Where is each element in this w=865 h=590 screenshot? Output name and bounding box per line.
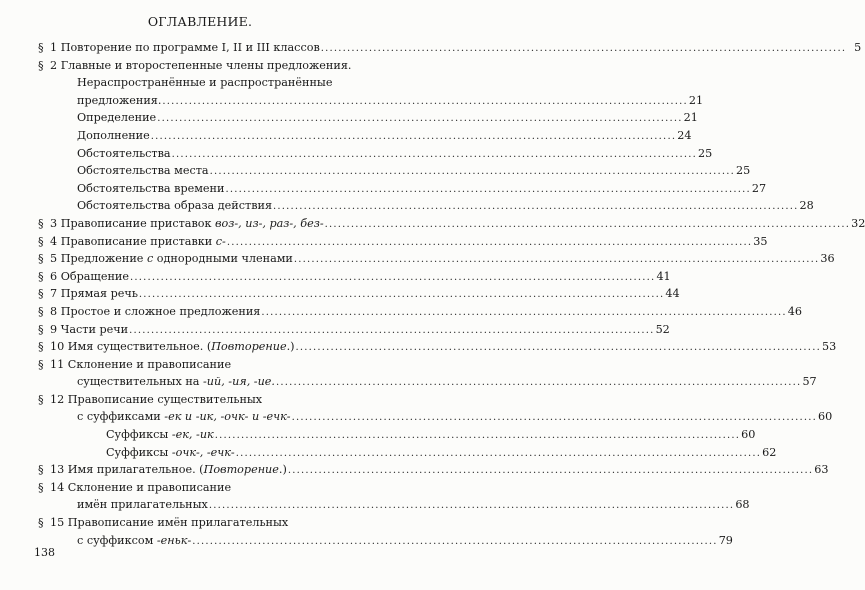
toc-entry-title (50, 479, 231, 497)
toc-entry-title (50, 250, 293, 268)
dot-leader: ........................................................................................................................ (162, 95, 688, 107)
text-segment: Имя прилагательное. ( (67, 463, 204, 477)
text-segment: .) (286, 340, 295, 354)
section-number: 13 (50, 463, 68, 477)
dot-leader: ........................................................................................................................ (214, 430, 741, 442)
text-segment: Правописание приставки (60, 234, 216, 248)
toc-line (50, 215, 865, 234)
text-segment: Правописание имён прилагательных (67, 516, 289, 530)
toc-entry (38, 391, 366, 409)
section-number: 2 (50, 58, 61, 72)
toc-entry-title (77, 197, 272, 215)
section-mark: § (38, 58, 44, 72)
italic-text: с (146, 252, 154, 266)
dot-leader: ........................................................................................................................ (295, 342, 821, 354)
toc-entry (38, 356, 366, 374)
toc-page-number: 68 (735, 498, 750, 512)
toc-entry-title (50, 303, 260, 321)
toc-entry-title (77, 109, 156, 127)
italic-text: с- (215, 234, 226, 248)
toc-line (77, 74, 366, 92)
toc-entry-title (50, 338, 295, 356)
section-mark: § (38, 340, 44, 354)
toc-entry-title (50, 285, 138, 303)
toc-line (50, 321, 670, 340)
section-number: 9 (50, 322, 61, 336)
toc-page-number: 24 (677, 128, 692, 142)
section-number: 3 (50, 216, 61, 230)
italic-text: -очк-, -ечк- (171, 445, 235, 459)
text-segment: Правописание существительных (67, 392, 263, 406)
text-segment: с суффиксом (77, 533, 157, 547)
toc-entry (38, 39, 862, 57)
dot-leader: ........................................................................................................................ (287, 465, 814, 477)
toc-line (50, 391, 366, 409)
section-mark: § (38, 234, 44, 248)
toc-entry (38, 479, 366, 497)
toc-line (50, 39, 862, 58)
toc-entry-title (50, 391, 262, 409)
section-number: 10 (50, 340, 68, 354)
toc-entry-title (77, 373, 275, 391)
toc-entry (38, 496, 750, 514)
section-mark: § (38, 480, 44, 494)
toc-entry (38, 127, 692, 145)
text-segment: Обстоятельства (77, 146, 171, 160)
toc-entry-title (50, 321, 128, 339)
toc-line (50, 356, 366, 374)
toc-page-number: 27 (751, 181, 767, 195)
text-segment: однородными членами (153, 252, 293, 266)
dot-leader: ........................................................................................................................ (291, 412, 818, 424)
section-mark: § (38, 322, 44, 336)
toc-line (77, 373, 817, 392)
toc-entry (38, 514, 366, 532)
dot-leader: ........................................................................................................................ (261, 306, 787, 318)
text-segment: Простое и сложное предложения (60, 304, 261, 318)
toc-line (50, 461, 829, 480)
toc-entry (38, 233, 768, 251)
italic-text: -еньк- (156, 533, 192, 547)
toc-entry (38, 215, 865, 233)
toc-entry-title (50, 268, 129, 286)
toc-entry-title (77, 180, 224, 198)
section-number: 6 (50, 269, 61, 283)
section-mark: § (38, 216, 44, 230)
section-mark: § (38, 252, 44, 266)
section-mark: § (38, 287, 44, 301)
dot-leader: ........................................................................................................................ (225, 183, 751, 195)
toc-entry-title (50, 461, 287, 479)
toc-line (77, 145, 713, 164)
dot-leader: ........................................................................................................................ (273, 201, 799, 213)
toc-entry-title (77, 92, 161, 110)
text-segment: Части речи (60, 322, 129, 336)
section-number: 14 (50, 480, 68, 494)
toc-line (77, 92, 704, 111)
text-segment: Склонение и правописание (67, 357, 232, 371)
text-segment: Суффиксы (106, 445, 172, 459)
toc-entry-title (50, 233, 226, 251)
dot-leader: ........................................................................................................................ (129, 324, 655, 336)
toc-line (106, 444, 777, 463)
section-mark: § (38, 392, 44, 406)
toc-entry (38, 373, 817, 391)
toc-line (50, 250, 835, 269)
toc-entry (38, 180, 767, 198)
toc-line (77, 109, 698, 128)
toc-page-number: 35 (753, 234, 768, 248)
section-mark: § (38, 463, 44, 477)
toc-entry (38, 285, 680, 303)
toc-line (50, 285, 680, 304)
section-mark: § (38, 516, 44, 530)
italic-text: -ек, -ик (171, 428, 214, 442)
toc-line (77, 197, 814, 216)
toc-line (50, 57, 366, 75)
italic-text: -ий, -ия, -ие. (203, 375, 275, 389)
section-mark: § (38, 357, 44, 371)
toc-entry (38, 338, 837, 356)
section-mark: § (38, 41, 44, 54)
toc-entry (38, 426, 756, 444)
toc-entry (38, 109, 698, 127)
toc-entry (38, 57, 366, 75)
toc-page-number: 46 (787, 304, 803, 318)
dot-leader: ........................................................................................................................ (171, 148, 698, 160)
text-segment: Обращение (60, 269, 129, 283)
toc-entry (38, 408, 833, 426)
toc-page-number: 52 (655, 322, 670, 336)
text-segment: Имя существительное. ( (67, 340, 212, 354)
toc-line (106, 426, 756, 445)
toc-line (77, 408, 833, 427)
toc-line (50, 303, 803, 322)
section-number: 5 (50, 252, 61, 266)
toc-page-number: 60 (818, 410, 833, 424)
italic-text: Повторение (211, 340, 287, 354)
section-number: 15 (50, 516, 68, 530)
text-segment: Обстоятельства образа действия (77, 199, 273, 213)
toc-page-number: 79 (718, 533, 733, 547)
section-number: 8 (50, 304, 61, 318)
toc-page-number: 28 (799, 199, 814, 213)
toc-page-number: 57 (802, 375, 817, 389)
toc-entry (38, 321, 670, 339)
toc-line (77, 532, 733, 551)
toc-page-number: 62 (762, 445, 777, 459)
toc-entry (38, 303, 803, 321)
toc-entry-title (77, 532, 191, 550)
text-segment: Главные и второстепенные члены предложения. (60, 58, 352, 72)
toc-line (50, 479, 366, 497)
dot-leader: ........................................................................................................................ (150, 130, 677, 142)
toc-entry (38, 92, 704, 110)
page-title: ОГЛАВЛЕНИЕ. (147, 14, 253, 29)
toc-page-number: 21 (688, 93, 704, 107)
toc-page-number: 25 (736, 164, 751, 178)
text-segment: с суффиксами (77, 410, 165, 424)
toc-entry-title (106, 444, 235, 462)
section-mark: § (38, 304, 44, 318)
toc-entry-title (77, 145, 171, 163)
toc-page-number: 41 (656, 269, 671, 283)
toc-entry (38, 162, 751, 180)
toc-page-number: 25 (698, 146, 713, 160)
section-mark: § (38, 269, 44, 283)
toc-entry-title (77, 127, 150, 145)
toc-entry-title (77, 496, 208, 514)
toc-entry-title (77, 74, 332, 92)
toc-entry (38, 74, 366, 92)
section-number: 12 (50, 392, 68, 406)
dot-leader: ........................................................................................................................ (320, 43, 847, 54)
toc-entry-title (77, 162, 209, 180)
toc-entry-title (50, 215, 324, 233)
dot-leader: ........................................................................................................................ (275, 377, 802, 389)
toc-page-number: 21 (683, 111, 698, 125)
text-segment: Определение (77, 111, 157, 125)
toc-line (50, 514, 366, 532)
text-segment: .) (278, 463, 287, 477)
toc-entry (38, 268, 671, 286)
toc-entry-title (50, 356, 231, 374)
text-segment: Дополнение (77, 128, 150, 142)
section-number: 7 (50, 287, 61, 301)
italic-text: -ек и -ик, -очк- и -ечк- (164, 410, 291, 424)
toc-page-number: 5 (854, 41, 862, 54)
italic-text: Повторение (203, 463, 279, 477)
section-number: 4 (50, 234, 61, 248)
toc-page-number: 44 (665, 287, 680, 301)
dot-leader: ........................................................................................................................ (293, 254, 820, 266)
text-segment: Обстоятельства места (77, 164, 209, 178)
toc-line (77, 127, 692, 146)
toc-entry (38, 250, 835, 268)
toc-page-number: 53 (821, 340, 837, 354)
table-of-contents (38, 39, 865, 549)
text-segment: Суффиксы (106, 428, 172, 442)
dot-leader: ........................................................................................................................ (235, 447, 762, 459)
dot-leader: ........................................................................................................................ (208, 500, 735, 512)
dot-leader: ........................................................................................................................ (157, 113, 683, 125)
toc-line (77, 180, 767, 199)
dot-leader: ........................................................................................................................ (138, 289, 665, 301)
toc-entry-title (50, 57, 351, 75)
toc-page-number: 63 (814, 463, 829, 477)
toc-entry (38, 197, 814, 215)
toc-line (50, 268, 671, 287)
toc-entry-title (106, 426, 214, 444)
text-segment: существительных на (77, 375, 203, 389)
toc-entry (38, 461, 829, 479)
text-segment: Прямая речь (60, 287, 138, 301)
section-number: 11 (50, 357, 68, 371)
toc-entry (38, 532, 733, 550)
text-segment: Нераспространённые и распространённые (77, 76, 333, 90)
text-segment: имён прилагательных (77, 498, 208, 512)
toc-line (50, 338, 837, 357)
toc-line (77, 162, 751, 181)
text-segment: предложения. (77, 93, 162, 107)
dot-leader: ........................................................................................................................ (209, 166, 736, 178)
text-segment: Предложение (60, 252, 147, 266)
toc-entry-title (50, 514, 288, 532)
italic-text: воз-, из-, раз-, без- (215, 216, 324, 230)
toc-entry-title (50, 39, 320, 57)
toc-entry (38, 444, 777, 462)
dot-leader: ........................................................................................................................ (324, 218, 851, 230)
toc-page-number: 32 (851, 216, 865, 230)
dot-leader: ........................................................................................................................ (129, 271, 656, 283)
toc-entry (38, 145, 713, 163)
text-segment: Склонение и правописание (67, 480, 232, 494)
toc-page-number: 36 (820, 252, 835, 266)
text-segment: Правописание приставок (60, 216, 216, 230)
toc-page-number: 60 (741, 428, 756, 442)
section-number: 1 (50, 41, 61, 54)
toc-line (50, 233, 768, 252)
dot-leader: ........................................................................................................................ (192, 535, 718, 547)
dot-leader: ........................................................................................................................ (226, 236, 753, 248)
toc-entry-title (77, 408, 291, 426)
text-segment: Обстоятельства времени (77, 181, 225, 195)
page-number: 138 (34, 546, 55, 559)
toc-line (77, 496, 750, 515)
text-segment: Повторение по программе I, II и III классов (60, 41, 320, 54)
